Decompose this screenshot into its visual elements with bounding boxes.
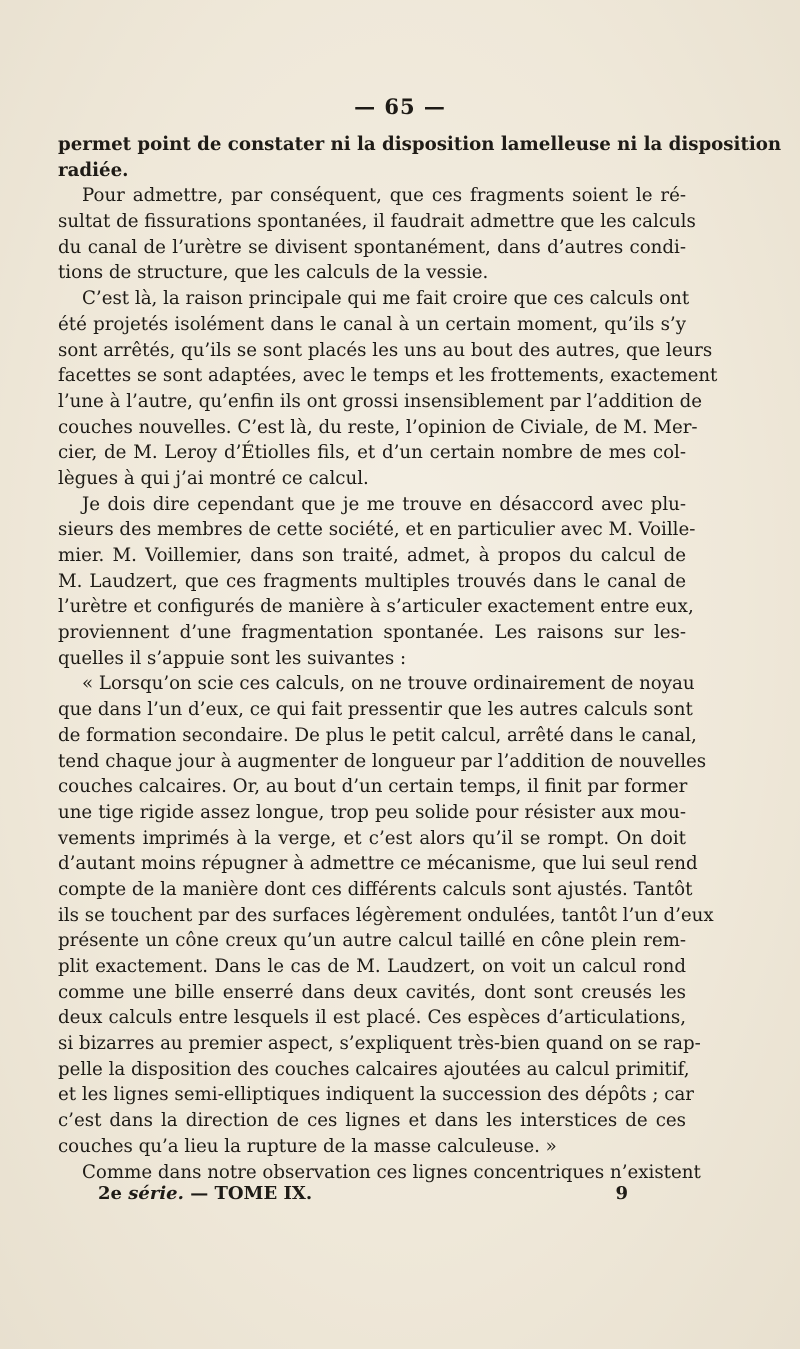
text-line: de formation secondaire. De plus le petit calcul, arrêté dans le canal,	[58, 724, 697, 746]
text-line: sont arrêtés, qu’ils se sont placés les uns au bout des autres, que leurs	[58, 339, 713, 361]
text-line: tions de structure, que les calculs de la vessie.	[58, 262, 489, 284]
signature-mark: 9	[615, 1183, 628, 1204]
text-line: l’urètre et configurés de manière à s’articuler exactement entre eux,	[58, 596, 694, 618]
text-line: une tige rigide assez longue, trop peu solide pour résister aux mou-	[58, 801, 686, 823]
text-line: l’une à l’autre, qu’enfin ils ont grossi insensiblement par l’addition de	[58, 390, 702, 412]
text-line: présente un cône creux qu’un autre calcul taillé en cône plein rem-	[58, 930, 686, 952]
text-line: M. Laudzert, que ces fragments multiples trouvés dans le canal de	[58, 570, 686, 592]
text-line: c’est dans la direction de ces lignes et dans les interstices de ces	[58, 1110, 686, 1132]
text-line: d’autant moins répugner à admettre ce mécanisme, que lui seul rend	[58, 853, 698, 875]
page-footer	[98, 1183, 628, 1204]
text-line: C’est là, la raison principale qui me fait croire que ces calculs ont	[82, 288, 690, 310]
text-line: tend chaque jour à augmenter de longueur par l’addition de nouvelles	[58, 750, 707, 772]
text-line: couches qu’a lieu la rupture de la masse calculeuse. »	[58, 1135, 557, 1157]
text-line: mier. M. Voillemier, dans son traité, admet, à propos du calcul de	[58, 545, 686, 566]
text-line: compte de la manière dont ces différents calculs sont ajustés. Tantôt	[58, 878, 693, 900]
series-number: 2e	[98, 1183, 122, 1204]
text-line: ils se touchent par des surfaces légèrement ondulées, tantôt l’un d’eux	[58, 904, 714, 926]
text-line: comme une bille enserré dans deux cavités, dont sont creusés les	[58, 981, 686, 1003]
text-line: deux calculs entre lesquels il est placé. Ces espèces d’articulations,	[58, 1007, 686, 1029]
text-line: que dans l’un d’eux, ce qui fait pressentir que les autres calculs sont	[58, 699, 693, 721]
text-line: été projetés isolément dans le canal à un certain moment, qu’ils s’y	[58, 313, 686, 335]
text-line: sultat de fissurations spontanées, il faudrait admettre que les calculs	[58, 211, 696, 233]
text-line: plit exactement. Dans le cas de M. Laudzert, on voit un calcul rond	[58, 956, 686, 977]
text-line: si bizarres au premier aspect, s’expliquent très-bien quand on se rap-	[58, 1033, 701, 1055]
text-line: radiée.	[58, 159, 129, 181]
text-line: Je dois dire cependant que je me trouve en désaccord avec plu-	[82, 493, 686, 515]
text-line: facettes se sont adaptées, avec le temps et les frottements, exactement	[58, 365, 718, 387]
page-number: — 65 —	[354, 94, 446, 119]
text-line: sieurs des membres de cette société, et en particulier avec M. Voille-	[58, 519, 696, 541]
text-line: quelles il s’appuie sont les suivantes :	[58, 647, 407, 669]
text-line: couches nouvelles. C’est là, du reste, l’opinion de Civiale, de M. Mer-	[58, 416, 698, 438]
text-line: Comme dans notre observation ces lignes concentriques n’existent	[82, 1161, 701, 1183]
text-line: « Lorsqu’on scie ces calculs, on ne trouve ordinairement de noyau	[82, 673, 695, 695]
text-line: Pour admettre, par conséquent, que ces fragments soient le ré-	[82, 185, 686, 207]
text-line: du canal de l’urètre se divisent spontanément, dans d’autres condi-	[58, 236, 686, 258]
text-line: couches calcaires. Or, au bout d’un certain temps, il finit par former	[58, 776, 688, 798]
text-line: cier, de M. Leroy d’Étiolles fils, et d’un certain nombre de mes col-	[58, 442, 686, 464]
series-label	[98, 1183, 312, 1204]
text-line: et les lignes semi-elliptiques indiquent la succession des dépôts ; car	[58, 1084, 694, 1106]
series-word: série.	[128, 1183, 184, 1204]
text-line: proviennent d’une fragmentation spontanée. Les raisons sur les-	[58, 622, 686, 644]
tome-label: — TOME IX.	[190, 1183, 313, 1204]
text-line: vements imprimés à la verge, et c’est alors qu’il se rompt. On doit	[58, 827, 686, 849]
text-line: pelle la disposition des couches calcaires ajoutées au calcul primitif,	[58, 1058, 690, 1080]
text-line: lègues à qui j’ai montré ce calcul.	[58, 467, 369, 489]
body-text	[58, 132, 782, 1185]
text-line: permet point de constater ni la disposition lamelleuse ni la disposition	[58, 134, 782, 155]
